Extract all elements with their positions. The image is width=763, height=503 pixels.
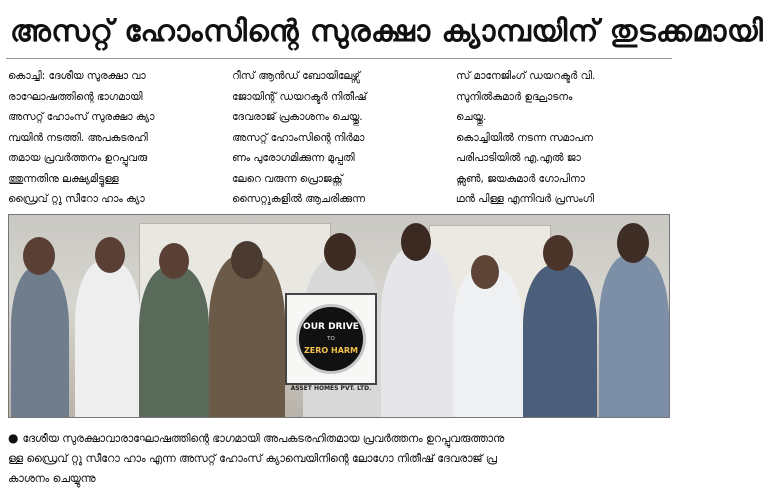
- article-line: ചെയ്തു.: [456, 111, 487, 123]
- person-figure: [381, 247, 457, 417]
- board-brand-text: ASSET HOMES PVT. LTD.: [290, 385, 372, 392]
- article-line: കൊച്ചിയിൽ നടന്ന സമാപന: [456, 131, 593, 144]
- person-head: [231, 241, 263, 279]
- article-line: ദേവരാജ് പ്രകാശനം ചെയ്തു.: [232, 111, 363, 123]
- logo-text: ZERO HARM: [303, 346, 359, 355]
- headline-divider: [6, 58, 672, 59]
- article-line: ക്സൺ, ജയകുമാർ ഗോപിനാ: [456, 172, 585, 185]
- caption-line: [8, 428, 670, 449]
- article-column-3: [456, 66, 670, 206]
- person-head: [401, 223, 431, 261]
- article-line: മ്പയിൻ നടത്തി. അപകടരഹി: [8, 131, 148, 144]
- person-head: [23, 237, 55, 275]
- logo-text: TO: [327, 336, 335, 342]
- caption-text: ദേശീയ സുരക്ഷാവാരാഘോഷത്തിന്റെ ഭാഗമായി അപകടരഹിതമായ പ്രവർത്തനം ഉറപ്പുവരുത്താനു: [22, 432, 505, 445]
- campaign-logo: [296, 304, 366, 374]
- person-figure: [75, 261, 141, 417]
- person-head: [95, 237, 125, 273]
- caption-line: കാശനം ചെയ്യുന്നു: [8, 472, 96, 485]
- caption-line: ള്ള ഡ്രൈവ് റ്റു സീറോ ഹാം എന്ന അസറ്റ് ഹോംസ് ക്യാമ്പെയിനിന്റെ ലോഗോ നിതീഷ് ദേവരാജ് പ്ര: [8, 452, 497, 465]
- article-line: ഡ്രൈവ് റ്റു സീറോ ഹാം ക്യാ: [8, 193, 145, 205]
- article-line: സുനിൽകുമാർ ഉദ്ഘാടനം: [456, 90, 573, 103]
- article-line: ഥൻ പിള്ള എന്നിവർ പ്രസംഗി: [456, 193, 594, 205]
- person-figure: [599, 255, 669, 417]
- person-figure: [209, 255, 285, 417]
- bullet-icon: ●: [8, 431, 19, 445]
- article-line: കൊച്ചി: ദേശീയ സുരക്ഷാ വാ: [8, 70, 146, 82]
- person-head: [617, 223, 649, 263]
- article-body: [8, 66, 670, 206]
- logo-text: OUR DRIVE: [303, 322, 359, 332]
- campaign-logo-board: [285, 293, 377, 385]
- person-figure: [11, 267, 69, 417]
- article-line: തമായ പ്രവർത്തനം ഉറപ്പുവരു: [8, 152, 148, 164]
- person-head: [159, 243, 189, 279]
- article-line: അസറ്റ് ഹോംസ് സുരക്ഷാ ക്യാ: [8, 111, 155, 123]
- person-figure: [139, 267, 209, 417]
- article-line: റീസ് ആൻഡ് ബോയിലേഴ്സ്: [232, 70, 360, 82]
- article-line: സ് മാനേജിംഗ് ഡയറക്ടർ വി.: [456, 70, 596, 82]
- person-head: [471, 255, 499, 289]
- person-head: [324, 233, 356, 271]
- article-line: ലേറെ വരുന്ന പ്രൊജക്റ്റ്: [232, 172, 343, 185]
- article-line: അസറ്റ് ഹോംസിന്റെ നിർമാ: [232, 131, 365, 144]
- article-line: സൈറ്റുകളിൽ ആചരിക്കുന്ന: [232, 193, 365, 205]
- article-line: ജോയിന്റ് ഡയറക്ടർ നിതീഷ്: [232, 90, 367, 103]
- news-photo: [8, 214, 670, 418]
- article-line: ണം പുരോഗമിക്കുന്ന മുപ്പതി: [232, 152, 355, 164]
- article-line: പരിപാടിയിൽ എ.എൽ ജാ: [456, 152, 581, 164]
- article-column-2: [232, 66, 446, 206]
- person-head: [543, 235, 573, 271]
- person-figure: [453, 267, 523, 417]
- headline: അസറ്റ് ഹോംസിന്റെ സുരക്ഷാ ക്യാമ്പയിന് തുടക്കമായി: [10, 14, 763, 49]
- photo-caption: [8, 428, 670, 498]
- article-column-1: [8, 66, 222, 206]
- article-line: ത്തുന്നതിനു ലക്ഷ്യമിട്ടുള്ള: [8, 172, 119, 185]
- person-figure: [523, 265, 597, 417]
- article-line: രാഘോഷത്തിന്റെ ഭാഗമായി: [8, 90, 143, 103]
